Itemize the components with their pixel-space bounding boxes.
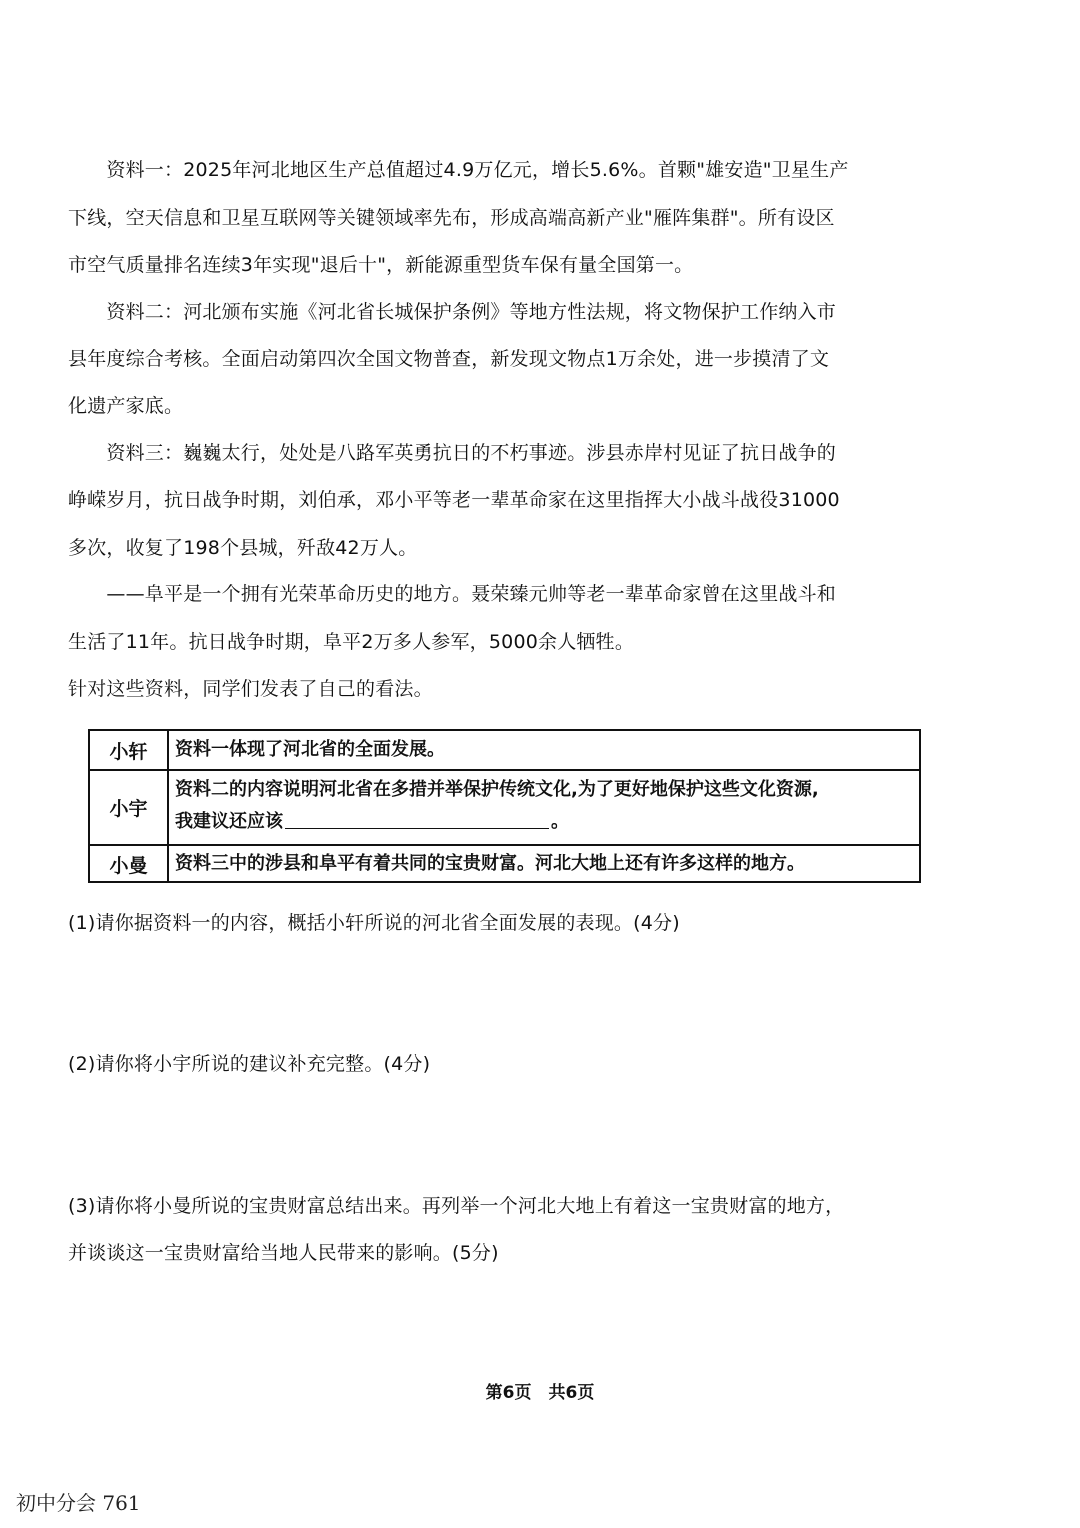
material-3-line-1: 资料三：巍巍太行，处处是八路军英勇抗日的不朽事迹。涉县赤岸村见证了抗日战争的 (68, 442, 837, 464)
material-4-line-1: ——阜平是一个拥有光荣革命历史的地方。聂荣臻元帅等老一辈革命家曾在这里战斗和 (68, 583, 837, 605)
material-2-line-1: 资料二：河北颁布实施《河北省长城保护条例》等地方性法规，将文物保护工作纳入市 (68, 301, 837, 323)
table-row-xiaoyu (90, 771, 919, 844)
opinion-text: 资料一体现了河北省的全面发展。 (175, 739, 445, 760)
material-1-line-2: 下线，空天信息和卫星互联网等关键领域率先布，形成高端高新产业"雁阵集群"。所有设区 (68, 207, 835, 229)
intro-text: 针对这些资料，同学们发表了自己的看法。 (68, 678, 433, 700)
question-3-line-2: 并谈谈这一宝贵财富给当地人民带来的影响。(5分) (68, 1242, 499, 1264)
answer-blank[interactable] (285, 810, 549, 829)
material-1-line-3: 市空气质量排名连续3年实现"退后十"，新能源重型货车保有量全国第一。 (68, 254, 694, 276)
opinion-text: 资料三中的涉县和阜平有着共同的宝贵财富。河北大地上还有许多这样的地方。 (175, 853, 805, 874)
table-row-xiaoman (90, 846, 919, 882)
watermark-text: 初中分会 761 (16, 1491, 141, 1515)
student-name: 小曼 (90, 846, 169, 882)
page-number: 第6页 共6页 (485, 1383, 595, 1403)
opinion-text: 我建议还应该 (175, 811, 283, 832)
opinion-text: 资料二的内容说明河北省在多措并举保护传统文化,为了更好地保护这些文化资源, (175, 779, 819, 800)
table-row-xiaoxuan (90, 731, 919, 769)
student-name: 小轩 (90, 731, 169, 769)
material-3-line-3: 多次，收复了198个县城，歼敌42万人。 (68, 537, 418, 559)
student-name: 小宇 (90, 771, 169, 844)
material-1-line-1: 资料一：2025年河北地区生产总值超过4.9万亿元，增长5.6%。首颗"雄安造"卫星生产 (68, 159, 849, 181)
opinion-end: 。 (551, 811, 569, 832)
opinion-text-blank-line (175, 807, 913, 837)
material-2-line-3: 化遗产家底。 (68, 395, 184, 417)
material-2-line-2: 县年度综合考核。全面启动第四次全国文物普查，新发现文物点1万余处，进一步摸清了文 (68, 348, 830, 370)
question-1: (1)请你据资料一的内容，概括小轩所说的河北省全面发展的表现。(4分) (68, 912, 680, 934)
opinions-table (88, 729, 921, 883)
material-4-line-2: 生活了11年。抗日战争时期，阜平2万多人参军，5000余人牺牲。 (68, 631, 635, 653)
question-3-line-1: (3)请你将小曼所说的宝贵财富总结出来。再列举一个河北大地上有着这一宝贵财富的地方， (68, 1195, 845, 1217)
question-2: (2)请你将小宇所说的建议补充完整。(4分) (68, 1053, 431, 1075)
material-3-line-2: 峥嵘岁月，抗日战争时期，刘伯承，邓小平等老一辈革命家在这里指挥大小战斗战役31000 (68, 489, 840, 511)
